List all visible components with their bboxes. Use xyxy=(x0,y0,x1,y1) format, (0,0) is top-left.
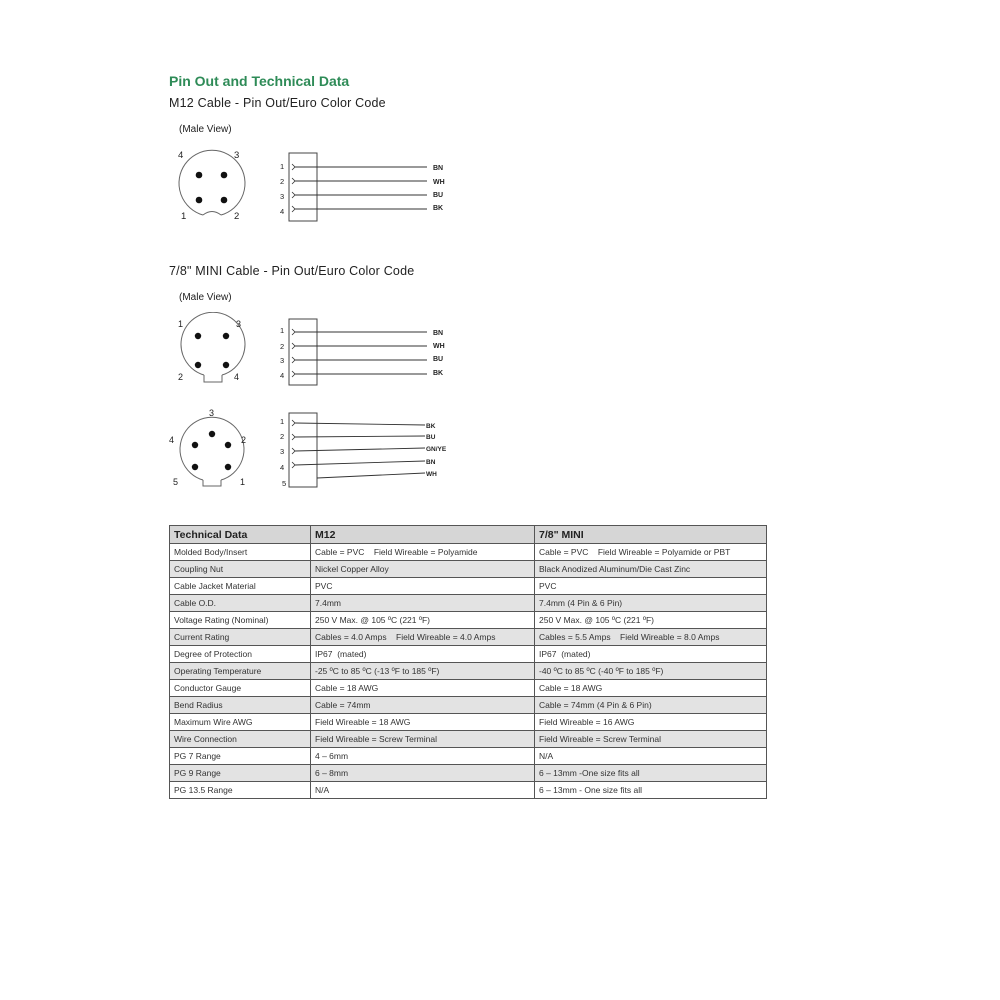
pin-label: 4 xyxy=(169,435,175,445)
table-row xyxy=(170,595,767,612)
mini-male-view-label: (Male View) xyxy=(179,292,232,303)
wire-color-label: BK xyxy=(433,205,444,212)
m12-connector-diagram xyxy=(165,140,265,230)
table-cell: Field Wireable = Screw Terminal xyxy=(311,731,535,748)
wire-color-label: BN xyxy=(433,165,444,172)
table-row-label: Bend Radius xyxy=(170,697,311,714)
table-cell: Cable = 74mm xyxy=(311,697,535,714)
table-cell: Cable = 74mm (4 Pin & 6 Pin) xyxy=(535,697,767,714)
pin-dot xyxy=(221,172,228,179)
table-cell: Nickel Copper Alloy xyxy=(311,561,535,578)
mini-5pin-connector-diagram xyxy=(165,404,265,492)
table-cell: Field Wireable = 18 AWG xyxy=(311,714,535,731)
pin-label: 2 xyxy=(241,435,247,445)
pin-label: 2 xyxy=(178,372,184,382)
table-cell: 6 – 8mm xyxy=(311,765,535,782)
wire-pin-number: 2 xyxy=(280,177,285,186)
wire-pin-number: 4 xyxy=(280,207,285,216)
table-row-label: Voltage Rating (Nominal) xyxy=(170,612,311,629)
pin-dot xyxy=(223,362,229,368)
table-cell: Field Wireable = 16 AWG xyxy=(535,714,767,731)
pin-dot xyxy=(192,442,198,448)
table-cell: Black Anodized Aluminum/Die Cast Zinc xyxy=(535,561,767,578)
pin-label: 3 xyxy=(209,408,215,418)
table-header-cell: Technical Data xyxy=(170,526,311,544)
page-title: Pin Out and Technical Data xyxy=(169,73,350,89)
wire-color-label: WH xyxy=(433,343,445,350)
pin-label: 3 xyxy=(234,150,240,161)
wire-pin-number: 3 xyxy=(280,192,285,201)
table-row-label: Operating Temperature xyxy=(170,663,311,680)
table-row xyxy=(170,714,767,731)
wire-color-label: BN xyxy=(433,330,444,337)
pin-label: 1 xyxy=(240,477,246,487)
mini-subtitle: 7/8" MINI Cable - Pin Out/Euro Color Code xyxy=(169,264,415,278)
table-row-label: Maximum Wire AWG xyxy=(170,714,311,731)
table-cell: 6 – 13mm - One size fits all xyxy=(535,782,767,799)
mini-4pin-connector-diagram xyxy=(168,312,268,390)
wire-color-label: WH xyxy=(433,179,445,186)
table-row xyxy=(170,731,767,748)
pin-label: 3 xyxy=(236,319,242,329)
wire-pin-number: 5 xyxy=(282,479,287,488)
wire-color-label: GN/YE xyxy=(426,446,447,453)
wire-color-label: BU xyxy=(433,192,444,199)
pin-dot xyxy=(209,431,215,437)
m12-male-view-label: (Male View) xyxy=(179,124,232,135)
wire-pin-number: 1 xyxy=(280,326,285,335)
wire-color-label: BK xyxy=(433,370,444,377)
table-cell: N/A xyxy=(535,748,767,765)
table-row xyxy=(170,748,767,765)
wire-color-label: WH xyxy=(426,471,437,478)
table-cell: 7.4mm (4 Pin & 6 Pin) xyxy=(535,595,767,612)
m12-wiring-diagram xyxy=(275,150,460,225)
pin-dot xyxy=(192,464,198,470)
table-row xyxy=(170,544,767,561)
table-header-cell: 7/8" MINI xyxy=(535,526,767,544)
table-row xyxy=(170,697,767,714)
table-row xyxy=(170,561,767,578)
wire-pin-number: 1 xyxy=(280,417,285,426)
table-cell: IP67 (mated) xyxy=(535,646,767,663)
wire-pin-number: 4 xyxy=(280,371,285,380)
wire-color-label: BK xyxy=(426,423,436,430)
table-cell: Cable = PVC Field Wireable = Polyamide or PBT xyxy=(535,544,767,561)
wire-color-label: BU xyxy=(433,356,444,363)
table-row-label: Degree of Protection xyxy=(170,646,311,663)
table-row xyxy=(170,646,767,663)
wire-pin-number: 2 xyxy=(280,432,285,441)
table-row xyxy=(170,612,767,629)
pin-label: 1 xyxy=(181,211,187,222)
pin-dot xyxy=(195,362,201,368)
wire-pin-number: 3 xyxy=(280,447,285,456)
table-cell: Cable = PVC Field Wireable = Polyamide xyxy=(311,544,535,561)
table-row-label: PG 7 Range xyxy=(170,748,311,765)
table-cell: 250 V Max. @ 105 ºC (221 ºF) xyxy=(535,612,767,629)
table-row-label: Conductor Gauge xyxy=(170,680,311,697)
wire-pin-number: 1 xyxy=(280,162,285,171)
table-row-label: Cable O.D. xyxy=(170,595,311,612)
wire-pin-number: 3 xyxy=(280,356,285,365)
table-cell: 7.4mm xyxy=(311,595,535,612)
table-row xyxy=(170,663,767,680)
pin-dot xyxy=(195,333,201,339)
table-cell: PVC xyxy=(311,578,535,595)
pin-dot xyxy=(196,172,203,179)
wire-pin-number: 4 xyxy=(280,463,285,472)
table-row-label: Wire Connection xyxy=(170,731,311,748)
table-cell: Cable = 18 AWG xyxy=(311,680,535,697)
pin-dot xyxy=(196,197,203,204)
pin-dot xyxy=(223,333,229,339)
table-cell: Cables = 5.5 Amps Field Wireable = 8.0 Amps xyxy=(535,629,767,646)
pin-dot xyxy=(225,464,231,470)
mini-5pin-wiring-diagram xyxy=(275,410,460,490)
pin-label: 4 xyxy=(234,372,240,382)
table-cell: IP67 (mated) xyxy=(311,646,535,663)
technical-data-table xyxy=(169,525,767,799)
table-row xyxy=(170,578,767,595)
table-row xyxy=(170,782,767,799)
table-cell: PVC xyxy=(535,578,767,595)
table-cell: -40 ºC to 85 ºC (-40 ºF to 185 ºF) xyxy=(535,663,767,680)
table-row-label: Current Rating xyxy=(170,629,311,646)
table-cell: Cable = 18 AWG xyxy=(535,680,767,697)
table-cell: 6 – 13mm -One size fits all xyxy=(535,765,767,782)
table-row xyxy=(170,629,767,646)
m12-subtitle: M12 Cable - Pin Out/Euro Color Code xyxy=(169,96,386,110)
table-row-label: PG 9 Range xyxy=(170,765,311,782)
wire-color-label: BU xyxy=(426,434,436,441)
table-row xyxy=(170,765,767,782)
wire-color-label: BN xyxy=(426,459,436,466)
wire-pin-number: 2 xyxy=(280,342,285,351)
pin-label: 1 xyxy=(178,319,184,329)
table-row-label: PG 13.5 Range xyxy=(170,782,311,799)
pin-dot xyxy=(225,442,231,448)
pin-label: 2 xyxy=(234,211,240,222)
table-cell: N/A xyxy=(311,782,535,799)
table-row-label: Coupling Nut xyxy=(170,561,311,578)
table-cell: 250 V Max. @ 105 ºC (221 ºF) xyxy=(311,612,535,629)
pin-label: 5 xyxy=(173,477,179,487)
mini-4pin-wiring-diagram xyxy=(275,316,460,388)
table-row xyxy=(170,680,767,697)
table-cell: 4 – 6mm xyxy=(311,748,535,765)
table-header-row xyxy=(170,526,767,544)
table-row-label: Molded Body/Insert xyxy=(170,544,311,561)
table-header-cell: M12 xyxy=(311,526,535,544)
table-row-label: Cable Jacket Material xyxy=(170,578,311,595)
pin-dot xyxy=(221,197,228,204)
table-cell: -25 ºC to 85 ºC (-13 ºF to 185 ºF) xyxy=(311,663,535,680)
table-cell: Cables = 4.0 Amps Field Wireable = 4.0 Amps xyxy=(311,629,535,646)
table-cell: Field Wireable = Screw Terminal xyxy=(535,731,767,748)
pin-label: 4 xyxy=(178,150,184,161)
